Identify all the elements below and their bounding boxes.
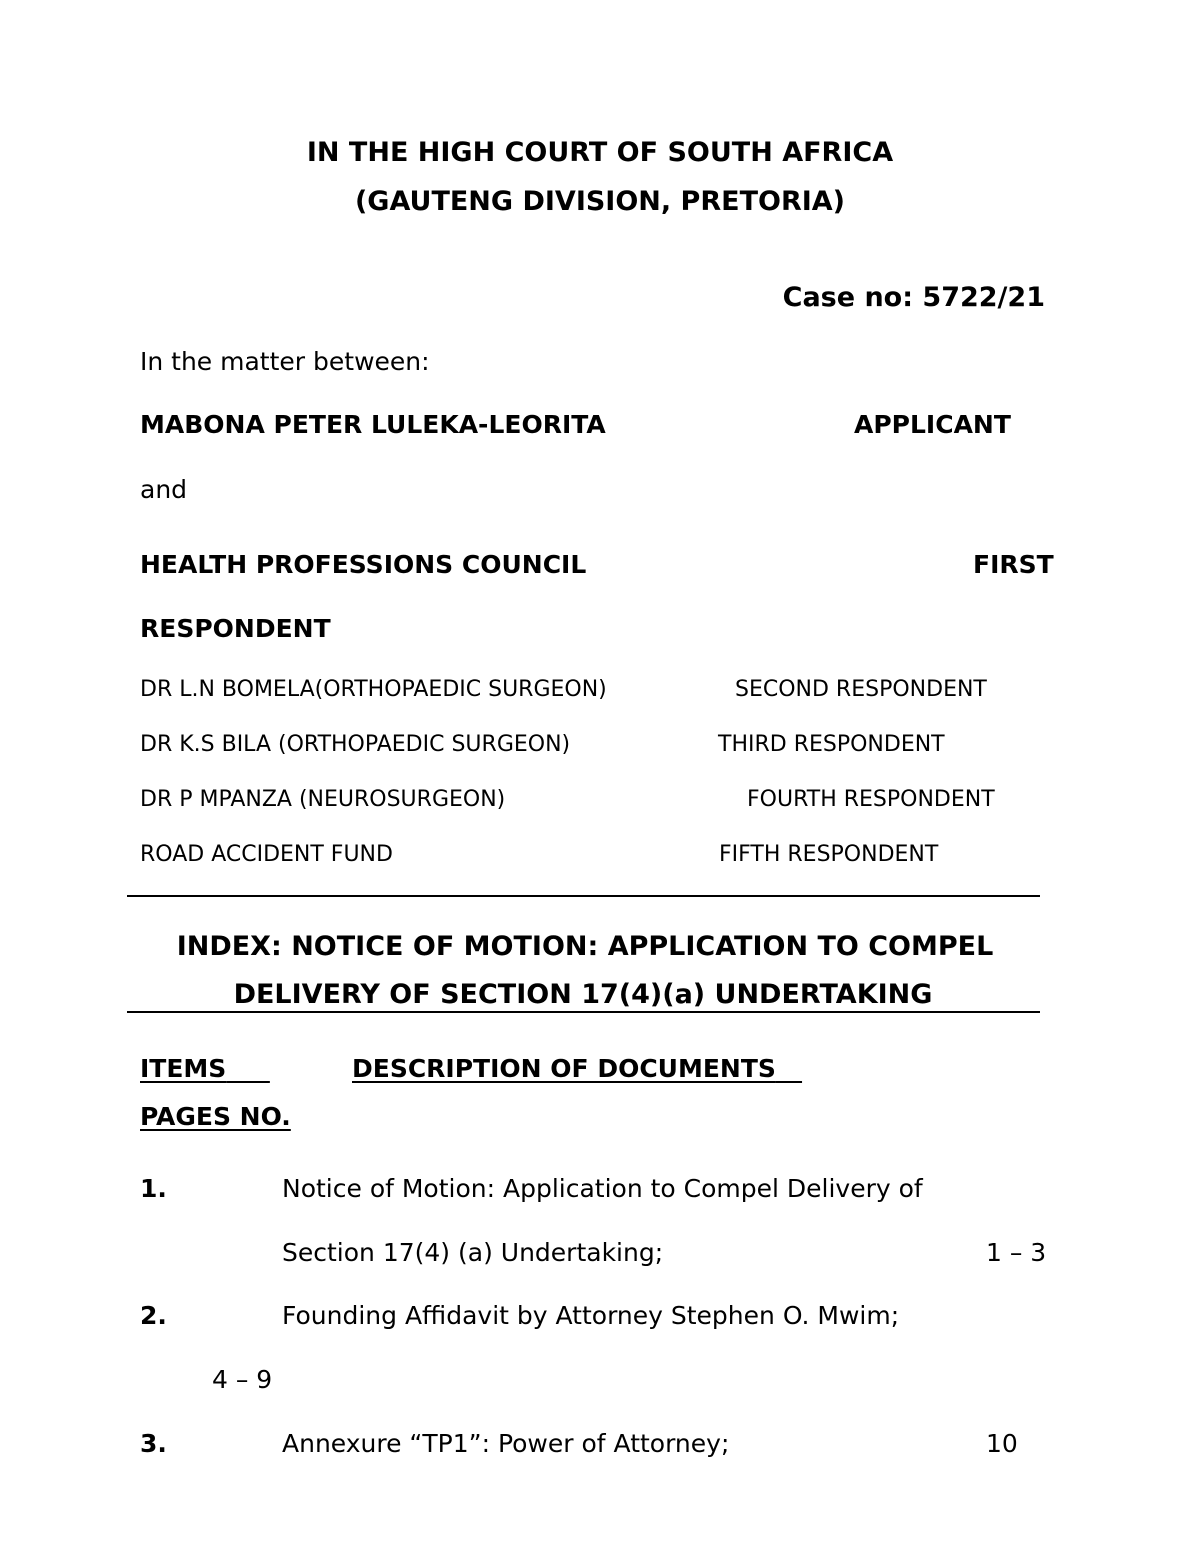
first-respondent-role: FIRST xyxy=(973,550,1054,579)
case-number: Case no: 5722/21 xyxy=(782,282,1045,313)
third-respondent-role: THIRD RESPONDENT xyxy=(718,732,945,757)
applicant-name: MABONA PETER LULEKA-LEORITA xyxy=(140,410,606,439)
divider-rule xyxy=(127,895,1040,897)
first-respondent-name: HEALTH PROFESSIONS COUNCIL xyxy=(140,550,587,579)
fifth-respondent-name: ROAD ACCIDENT FUND xyxy=(140,842,393,867)
parties-intro: In the matter between: xyxy=(140,347,430,376)
fourth-respondent-role: FOURTH RESPONDENT xyxy=(747,787,995,812)
fifth-respondent-role: FIFTH RESPONDENT xyxy=(719,842,939,867)
item-description: Founding Affidavit by Attorney Stephen O. Mwim; xyxy=(282,1301,900,1330)
item-description-continued: Section 17(4) (a) Undertaking; xyxy=(282,1238,664,1267)
first-respondent-role-continued: RESPONDENT xyxy=(140,614,331,643)
column-header-pages: PAGES NO. xyxy=(140,1102,291,1131)
second-respondent-role: SECOND RESPONDENT xyxy=(735,677,987,702)
conjunction-and: and xyxy=(140,475,188,504)
item-description: Notice of Motion: Application to Compel Delivery of xyxy=(282,1174,923,1203)
item-number: 3. xyxy=(140,1429,167,1458)
court-name: IN THE HIGH COURT OF SOUTH AFRICA xyxy=(306,137,894,168)
index-title-underline xyxy=(127,1011,1040,1013)
fourth-respondent-name: DR P MPANZA (NEUROSURGEON) xyxy=(140,787,506,812)
second-respondent-name: DR L.N BOMELA(ORTHOPAEDIC SURGEON) xyxy=(140,677,607,702)
column-header-items: ITEMS xyxy=(140,1054,227,1083)
item-pages: 10 xyxy=(986,1429,1018,1458)
index-title-line1: INDEX: NOTICE OF MOTION: APPLICATION TO COMPEL xyxy=(176,931,994,962)
item-number: 2. xyxy=(140,1301,167,1330)
item-number: 1. xyxy=(140,1174,167,1203)
column-header-description: DESCRIPTION OF DOCUMENTS xyxy=(352,1054,776,1083)
applicant-role: APPLICANT xyxy=(854,410,1011,439)
item-pages: 4 – 9 xyxy=(212,1365,273,1394)
index-title-line2: DELIVERY OF SECTION 17(4)(a) UNDERTAKING xyxy=(233,979,933,1010)
item-description: Annexure “TP1”: Power of Attorney; xyxy=(282,1429,730,1458)
item-pages: 1 – 3 xyxy=(986,1238,1047,1267)
court-division: (GAUTENG DIVISION, PRETORIA) xyxy=(354,186,846,217)
third-respondent-name: DR K.S BILA (ORTHOPAEDIC SURGEON) xyxy=(140,732,571,757)
